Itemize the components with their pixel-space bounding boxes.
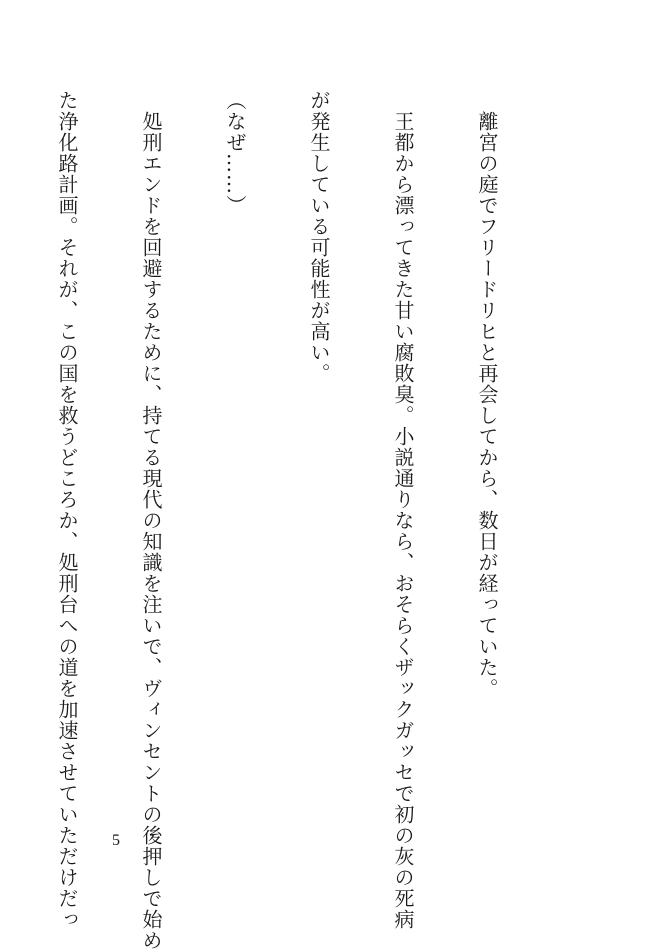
vertical-text-body bbox=[0, 90, 557, 951]
text-line: 離宮の庭でフリードリヒと再会してから、数日が経っていた。 bbox=[475, 90, 499, 699]
text-line: が発生している可能性が高い。 bbox=[307, 90, 331, 384]
text-line: 王都から漂ってきた甘い腐敗臭。小説通りなら、おそらくザックガッセで初の灰の死病 bbox=[391, 90, 415, 930]
text-line: （なぜ……） bbox=[223, 90, 247, 216]
text-line: 処刑エンドを回避するために、持てる現代の知識を注いで、ヴィンセントの後押しで始め bbox=[139, 90, 163, 951]
page-number: 5 bbox=[112, 832, 120, 849]
text-line: た浄化路計画。それが、この国を救うどころか、処刑台への道を加速させていただけだっ bbox=[55, 90, 79, 930]
